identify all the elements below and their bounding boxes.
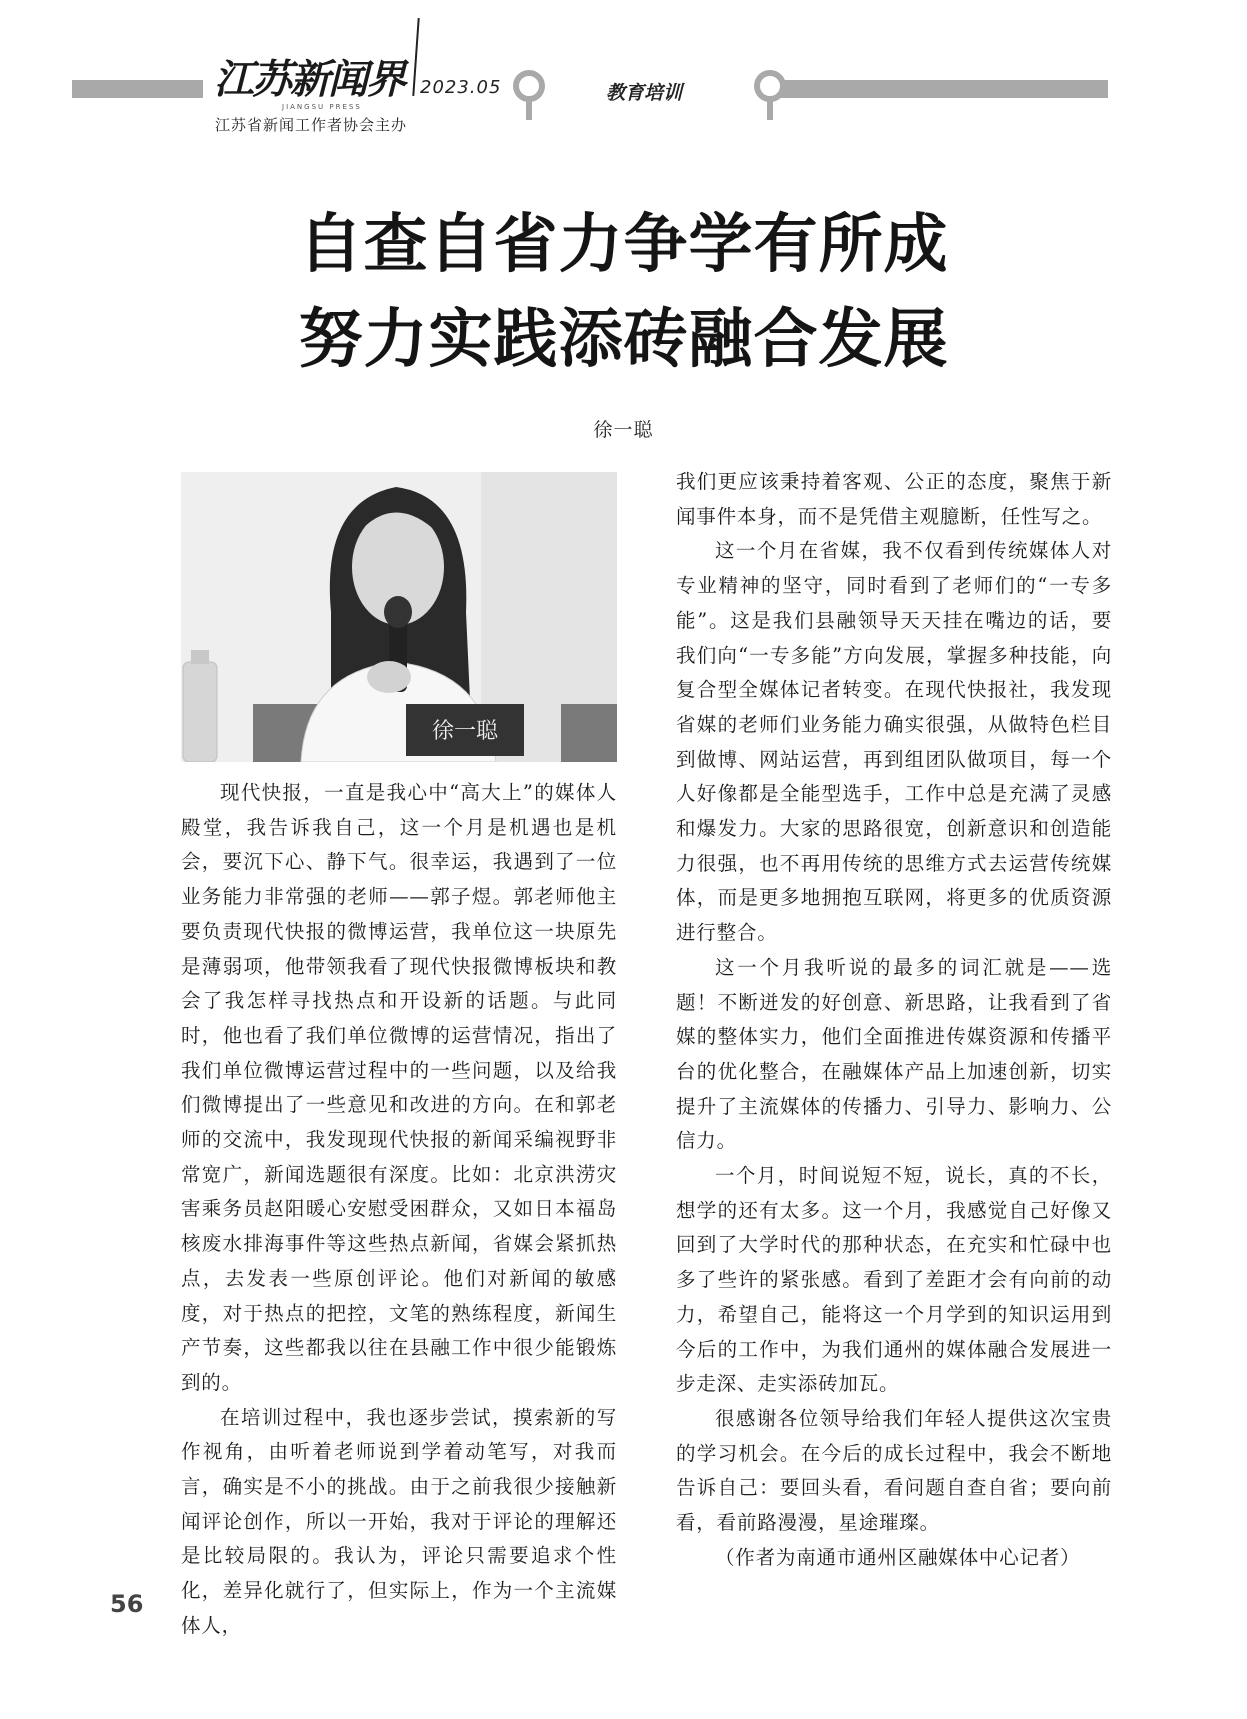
page-number: 56 <box>110 1590 144 1618</box>
nameplate-text: 徐一聪 <box>431 719 499 744</box>
paragraph: 这一个月我听说的最多的词汇就是——选题！不断迸发的好创意、新思路，让我看到了省媒的整体实力，他们全面推进传媒资源和传播平台的优化整合，在融媒体产品上加速创新，切实提升了主流媒体的传播力、引导力、影响力、公信力。 <box>676 955 1112 1153</box>
issue-date: 2023.05 <box>420 77 502 98</box>
article-title-line1: 自查自省力争学有所成 <box>298 208 949 282</box>
author-photo <box>181 472 617 762</box>
article-author: 徐一聪 <box>593 419 654 441</box>
paragraph: 很感谢各位领导给我们年轻人提供这次宝贵的学习机会。在今后的成长过程中，我会不断地告诉自己：要回头看，看问题自查自省；要向前看，看前路漫漫，星途璀璨。 <box>676 1406 1112 1535</box>
pin-icon <box>512 70 546 122</box>
article-column-right <box>676 465 1112 1576</box>
magazine-logo: 江苏新闻界 <box>214 57 404 103</box>
author-note: （作者为南通市通州区融媒体中心记者） <box>715 1545 1081 1569</box>
paragraph: 这一个月在省媒，我不仅看到传统媒体人对专业精神的坚守，同时看到了老师们的“一专多能”。这是我们县融领导天天挂在嘴边的话，要我们向“一专多能”方向发展，掌握多种技能，向复合型全媒体记者转变。在现代快报社，我发现省媒的老师们业务能力确实很强，从做特色栏目到做博、网站运营，再到组团队做项目，每一个人好像都是全能型选手，工作中总是充满了灵感和爆发力。大家的思路很宽，创新意识和创造能力很强，也不再用传统的思维方式去运营传统媒体，而是更多地拥抱互联网，将更多的优质资源进行整合。 <box>676 539 1112 945</box>
article-column-left <box>181 776 617 1644</box>
paragraph: 一个月，时间说短不短，说长，真的不长，想学的还有太多。这一个月，我感觉自己好像又回到了大学时代的那种状态，在充实和忙碌中也多了些许的紧张感。看到了差距才会有向前的动力，希望自己，能将这一个月学到的知识运用到今后的工作中，为我们通州的媒体融合发展进一步走深、走实添砖加瓦。 <box>676 1164 1112 1396</box>
pin-icon <box>753 70 787 122</box>
header-bar-right <box>780 80 1108 98</box>
paragraph: 现代快报，一直是我心中“高大上”的媒体人殿堂，我告诉我自己，这一个月是机遇也是机会，要沉下心、静下气。很幸运，我遇到了一位业务能力非常强的老师——郭子煜。郭老师他主要负责现代快报的微博运营，我单位这一块原先是薄弱项，他带领我看了现代快报微博板块和教会了我怎样寻找热点和开设新的话题。与此同时，他也看了我们单位微博的运营情况，指出了我们单位微博运营过程中的一些问题，以及给我们微博提出了一些意见和改进的方向。在和郭老师的交流中，我发现现代快报的新闻采编视野非常宽广，新闻选题很有深度。比如：北京洪涝灾害乘务员赵阳暖心安慰受困群众，又如日本福岛核废水排海事件等这些热点新闻，省媒会紧抓热点，去发表一些原创评论。他们对新闻的敏感度，对于热点的把控，文笔的熟练程度，新闻生产节奏，这些都我以往在县融工作中很少能锻炼到的。 <box>181 781 617 1394</box>
section-label: 教育培训 <box>606 82 683 104</box>
header-divider <box>412 18 419 96</box>
article-title-line2: 努力实践添砖融合发展 <box>298 303 949 377</box>
paragraph: 在培训过程中，我也逐步尝试，摸索新的写作视角，由听着老师说到学着动笔写，对我而言，确实是不小的挑战。由于之前我很少接触新闻评论创作，所以一开始，我对于评论的理解还是比较局限的。我认为，评论只需要追求个性化，差异化就行了，但实际上，作为一个主流媒体人， <box>181 1405 617 1637</box>
paragraph: 我们更应该秉持着客观、公正的态度，聚焦于新闻事件本身，而不是凭借主观臆断，任性写之。 <box>676 470 1112 528</box>
header-bar-left <box>72 80 203 98</box>
magazine-logo-english: JIANGSU PRESS <box>282 103 362 111</box>
organizer: 江苏省新闻工作者协会主办 <box>215 116 408 134</box>
